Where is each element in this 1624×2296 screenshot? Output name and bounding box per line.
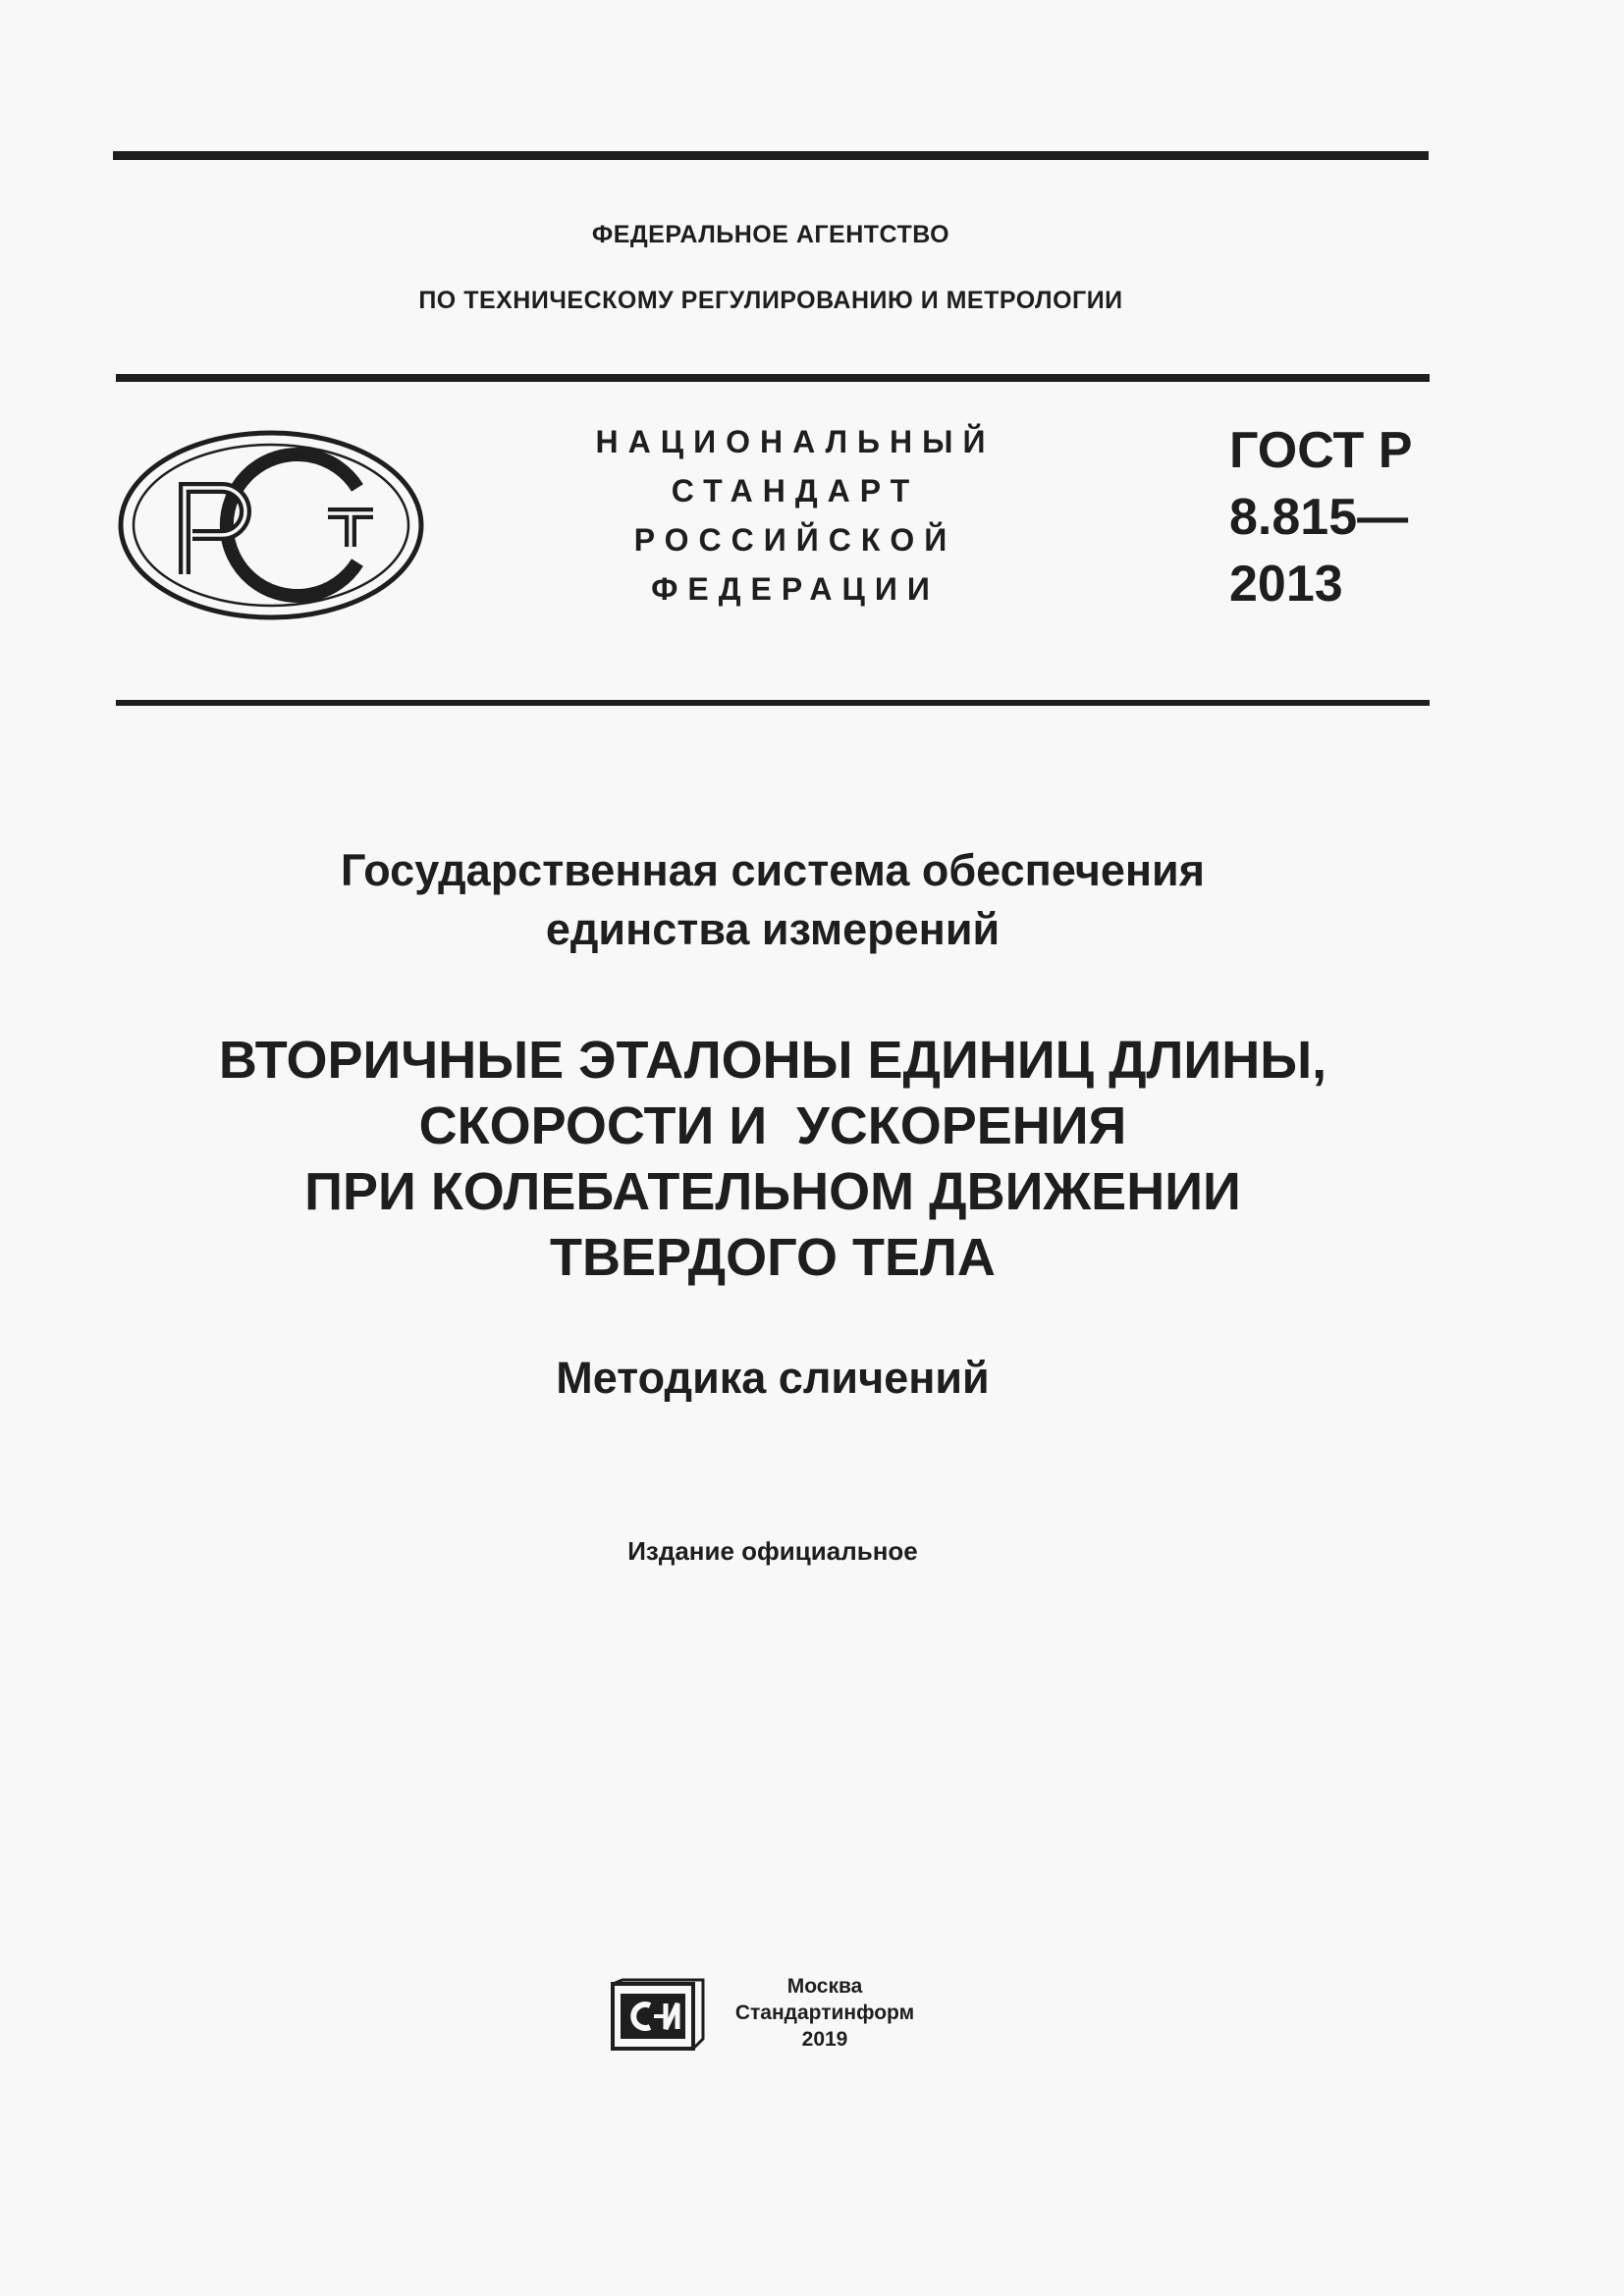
- national-line-4: ФЕДЕРАЦИИ: [651, 571, 940, 607]
- standartinform-logo-icon: [611, 1978, 705, 2053]
- rst-mark-icon: [116, 427, 426, 623]
- national-standard-label: [550, 417, 1041, 614]
- title-line-1: ВТОРИЧНЫЕ ЭТАЛОНЫ ЕДИНИЦ ДЛИНЫ,: [218, 1031, 1327, 1090]
- title-line-3: ПРИ КОЛЕБАТЕЛЬНОМ ДВИЖЕНИИ: [304, 1162, 1241, 1221]
- title-line-2: СКОРОСТИ И УСКОРЕНИЯ: [418, 1096, 1127, 1155]
- gost-designation: [1229, 417, 1412, 617]
- publisher-name: Стандартинформ: [734, 2002, 915, 2024]
- publisher-city: Москва: [786, 1975, 863, 1998]
- document-subtitle: Методика сличений: [556, 1353, 990, 1403]
- agency-line-1: ФЕДЕРАЛЬНОЕ АГЕНТСТВО: [591, 221, 950, 248]
- gost-line-1: ГОСТ Р: [1229, 422, 1413, 479]
- document-title: [0, 1028, 1545, 1291]
- edition-note: Издание официальное: [627, 1536, 918, 1566]
- publisher-year: 2019: [801, 2028, 848, 2051]
- title-line-4: ТВЕРДОГО ТЕЛА: [550, 1228, 996, 1287]
- national-line-2: СТАНДАРТ: [671, 473, 920, 508]
- top-rule: [113, 151, 1429, 160]
- standard-block-rule: [116, 700, 1430, 706]
- publisher-block: [722, 1973, 928, 2053]
- header-rule: [116, 374, 1430, 382]
- agency-line-2: ПО ТЕХНИЧЕСКОМУ РЕГУЛИРОВАНИЮ И МЕТРОЛОГИИ: [418, 287, 1123, 314]
- series-line-2: единства измерений: [545, 904, 1001, 954]
- gost-line-2: 8.815—: [1229, 489, 1409, 546]
- national-line-1: НАЦИОНАЛЬНЫЙ: [595, 424, 996, 459]
- national-line-3: РОССИЙСКОЙ: [633, 522, 957, 558]
- gost-line-3: 2013: [1229, 556, 1343, 613]
- series-title: [0, 841, 1545, 959]
- series-line-1: Государственная система обеспечения: [341, 845, 1205, 895]
